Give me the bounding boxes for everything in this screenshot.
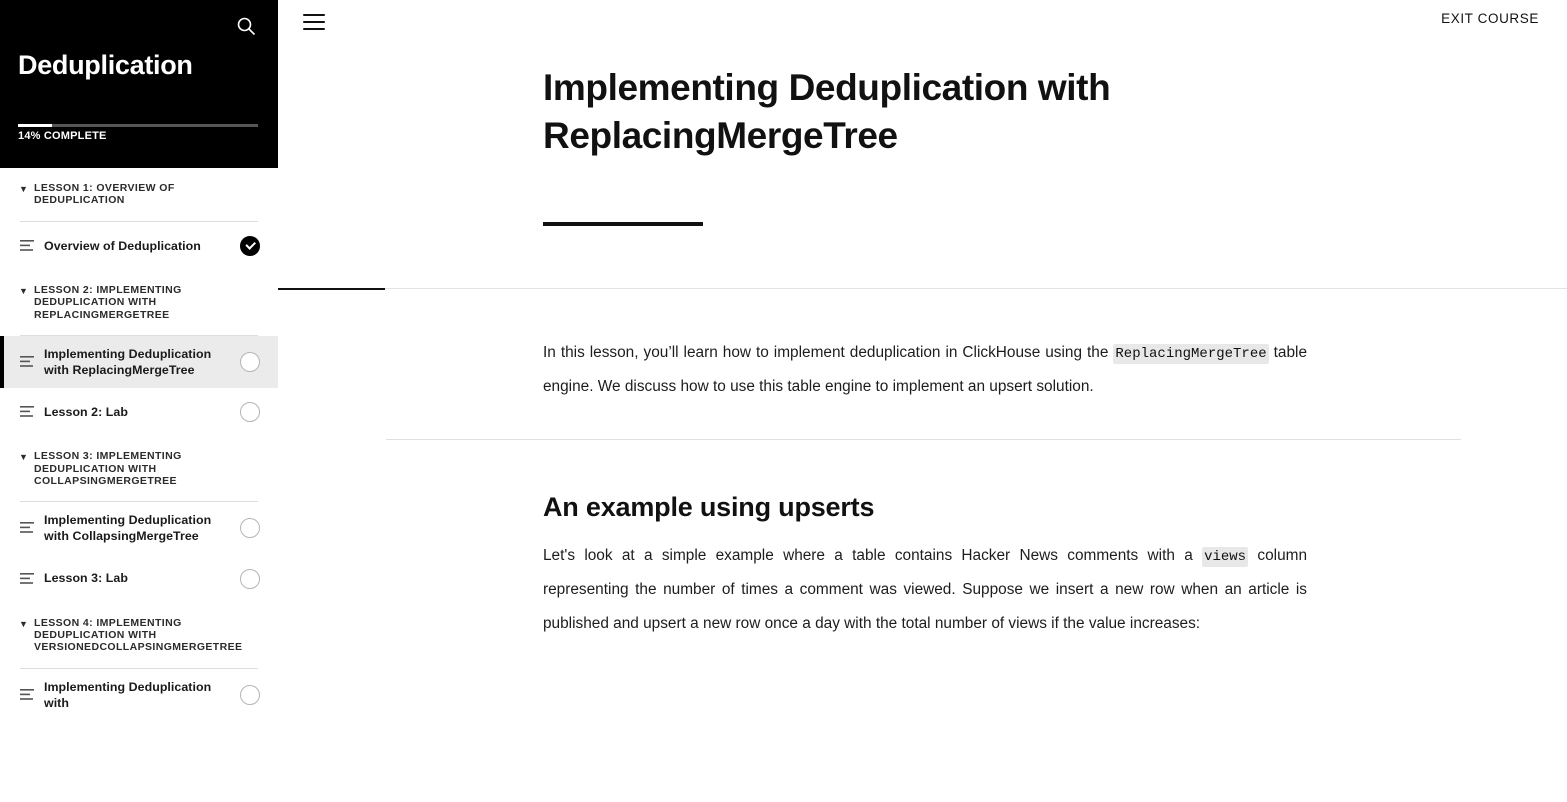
section-text-1: Let's look at a simple example where a table contains Hacker News comments with a	[543, 547, 1203, 565]
exit-course-button[interactable]: EXIT COURSE	[1441, 11, 1539, 26]
lesson-list[interactable]	[0, 168, 278, 802]
sidebar-section-label: LESSON 4: IMPLEMENTING DEDUPLICATION WITH VERSIONEDCOLLAPSINGMERGETREE	[34, 616, 243, 654]
course-sidebar	[0, 0, 278, 802]
hamburger-menu-icon[interactable]	[303, 14, 325, 30]
list-item-label: Overview of Deduplication	[44, 238, 201, 253]
lines-icon	[20, 689, 34, 701]
list-item[interactable]	[0, 336, 278, 388]
lesson-content	[278, 0, 1567, 802]
progress-label: 14% COMPLETE	[18, 130, 107, 142]
inline-code-views: views	[1204, 549, 1247, 566]
progress-bar-fill	[18, 124, 52, 127]
intro-paragraph	[543, 336, 1307, 403]
sidebar-header	[0, 0, 278, 168]
lines-icon	[20, 406, 34, 418]
title-underline	[543, 222, 703, 226]
sidebar-section-lesson-4[interactable]	[0, 603, 278, 660]
list-item[interactable]	[0, 222, 278, 270]
chevron-down-icon: ▼	[19, 618, 29, 629]
status-badge	[240, 402, 260, 422]
status-badge	[240, 685, 260, 705]
inline-code-replacingmergetree: ReplacingMergeTree	[1115, 346, 1267, 363]
sidebar-section-label: LESSON 2: IMPLEMENTING DEDUPLICATION WITH REPLACINGMERGETREE	[34, 283, 182, 321]
intro-text-1: In this lesson, you’ll learn how to implement deduplication in ClickHouse using the	[543, 344, 1114, 362]
status-badge	[240, 569, 260, 589]
section-text-2: column representing the number of times a comment was viewed. Suppose we insert a new row when an article is published and upsert a new row once a day with the total number of views if the value increases:	[543, 547, 1308, 632]
content-column	[278, 64, 1567, 640]
chevron-down-icon: ▼	[19, 452, 29, 463]
status-badge	[240, 352, 260, 372]
top-bar	[278, 0, 1567, 46]
chevron-down-icon: ▼	[19, 285, 29, 296]
intro-block	[543, 290, 1307, 640]
list-item[interactable]	[0, 555, 278, 603]
search-icon[interactable]	[234, 14, 258, 38]
section-heading-upserts: An example using upserts	[543, 492, 875, 523]
list-item[interactable]	[0, 502, 278, 554]
section-separator	[278, 288, 385, 290]
sidebar-section-lesson-2[interactable]	[0, 270, 278, 327]
sidebar-section-label: LESSON 1: OVERVIEW OF DEDUPLICATION	[34, 182, 175, 207]
sidebar-section-lesson-3[interactable]	[0, 436, 278, 493]
section-paragraph	[543, 539, 1307, 640]
progress-bar	[18, 124, 258, 127]
lines-icon	[20, 573, 34, 585]
page-title: Implementing Deduplication with ReplacingMergeTree	[543, 67, 1111, 157]
lines-icon	[20, 522, 34, 534]
course-title: Deduplication	[18, 50, 193, 80]
intro-text-2: table engine. We discuss how to use this table engine to implement an upsert solution.	[543, 344, 1307, 395]
chevron-down-icon: ▼	[19, 184, 29, 194]
list-item-label: Implementing Deduplication with CollapsingMergeTree	[44, 513, 212, 544]
list-item[interactable]	[0, 669, 278, 721]
sidebar-section-label: LESSON 3: IMPLEMENTING DEDUPLICATION WITH COLLAPSINGMERGETREE	[34, 450, 182, 487]
sidebar-section-lesson-1[interactable]	[0, 168, 278, 213]
lines-icon	[20, 240, 34, 252]
list-item[interactable]	[0, 388, 278, 436]
list-item-label: Lesson 2: Lab	[44, 405, 128, 420]
list-item-label: Implementing Deduplication with	[44, 679, 212, 710]
divider	[386, 439, 1461, 440]
list-item-label: Lesson 3: Lab	[44, 571, 128, 586]
status-badge	[240, 236, 260, 256]
status-badge	[240, 518, 260, 538]
lines-icon	[20, 356, 34, 368]
list-item-label: Implementing Deduplication with ReplacingMergeTree	[44, 346, 212, 377]
